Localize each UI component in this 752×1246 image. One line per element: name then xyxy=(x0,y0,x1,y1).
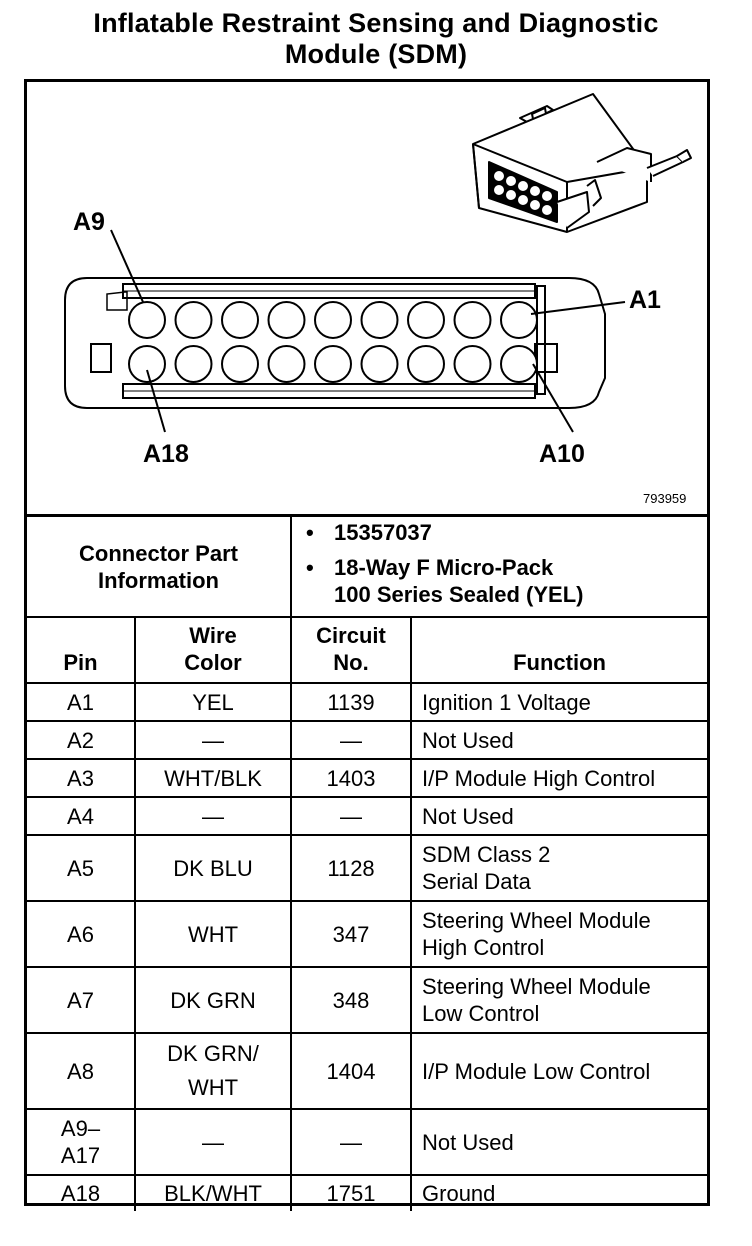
wire-line-1: DK GRN/ xyxy=(167,1041,259,1066)
table-row xyxy=(27,683,707,721)
header-circuit-line-2: No. xyxy=(333,650,369,675)
pin-cavity xyxy=(222,302,258,338)
pin-cell: A1 xyxy=(27,683,135,721)
pin-cavity xyxy=(408,346,444,382)
pin-cell: A5 xyxy=(27,835,135,901)
header-wire-line-2: Color xyxy=(184,650,242,675)
wire-line-2: WHT xyxy=(187,1075,239,1100)
circuit-cell: — xyxy=(291,797,411,835)
wire-color-cell: — xyxy=(135,797,291,835)
pin-cavity xyxy=(408,302,444,338)
pinout-table xyxy=(27,514,707,1211)
pin-cavity xyxy=(222,346,258,382)
pin-cavity xyxy=(176,346,212,382)
connector-info-label xyxy=(27,516,291,618)
connector-3d-icon xyxy=(473,94,691,232)
header-row xyxy=(27,617,707,683)
table-row xyxy=(27,721,707,759)
table-row xyxy=(27,759,707,797)
pin-cavity xyxy=(501,346,537,382)
function-line-1: SDM Class 2 xyxy=(422,842,551,867)
wire-color-cell: BLK/WHT xyxy=(135,1175,291,1211)
header-circuit-no xyxy=(291,617,411,683)
pin-cavity xyxy=(269,346,305,382)
circuit-cell: 1751 xyxy=(291,1175,411,1211)
wire-color-cell: DK BLU xyxy=(135,835,291,901)
pin-cavity xyxy=(315,302,351,338)
connector-info-details xyxy=(291,516,707,618)
connector-description-line-2: 100 Series Sealed (YEL) xyxy=(334,582,584,607)
circuit-cell: 1403 xyxy=(291,759,411,797)
pin-cavity xyxy=(129,302,165,338)
pin-cavities xyxy=(129,302,537,382)
pin-cavity xyxy=(269,302,305,338)
pin-cavity xyxy=(501,302,537,338)
header-pin: Pin xyxy=(27,617,135,683)
table-row xyxy=(27,1109,707,1175)
function-cell: I/P Module High Control xyxy=(411,759,707,797)
pin-cell: A18 xyxy=(27,1175,135,1211)
wire-color-cell: YEL xyxy=(135,683,291,721)
label-a9: A9 xyxy=(73,208,105,236)
table-row xyxy=(27,901,707,967)
bullet-icon: • xyxy=(306,555,314,580)
bullet-icon: • xyxy=(306,520,314,545)
pin-line-2: A17 xyxy=(60,1143,101,1168)
connector-description-item xyxy=(292,554,707,608)
table-row xyxy=(27,1033,707,1109)
function-line-1: Steering Wheel Module xyxy=(422,974,651,999)
connector-label-line-2: Information xyxy=(98,567,219,593)
pin-cell: A7 xyxy=(27,967,135,1033)
function-cell xyxy=(411,967,707,1033)
pin-cell: A8 xyxy=(27,1033,135,1109)
connector-face-drawing xyxy=(27,82,707,514)
function-cell: Not Used xyxy=(411,1109,707,1175)
pin-cavity xyxy=(176,302,212,338)
table-row xyxy=(27,835,707,901)
wire-color-cell: WHT/BLK xyxy=(135,759,291,797)
function-cell: Ground xyxy=(411,1175,707,1211)
table-row xyxy=(27,967,707,1033)
function-cell xyxy=(411,901,707,967)
leader-a10 xyxy=(533,364,573,432)
pin-cell: A4 xyxy=(27,797,135,835)
figure-number: 793959 xyxy=(643,491,687,506)
header-wire-line-1: Wire xyxy=(189,623,237,648)
circuit-cell: — xyxy=(291,1109,411,1175)
function-line-2: Low Control xyxy=(422,1001,540,1026)
label-a18: A18 xyxy=(143,440,189,468)
pin-cavity xyxy=(455,346,491,382)
function-line-1: Steering Wheel Module xyxy=(422,908,651,933)
title-line-1: Inflatable Restraint Sensing and Diagnostic xyxy=(93,8,659,38)
function-line-2: High Control xyxy=(422,935,545,960)
connector-frame xyxy=(24,79,710,1206)
connector-description-line-1: 18-Way F Micro-Pack xyxy=(334,555,554,580)
connector-info-row xyxy=(27,516,707,618)
title-line-2: Module (SDM) xyxy=(284,39,468,69)
circuit-cell: 1128 xyxy=(291,835,411,901)
function-line-2: Serial Data xyxy=(422,869,531,894)
wire-color-cell: — xyxy=(135,1109,291,1175)
function-cell: Ignition 1 Voltage xyxy=(411,683,707,721)
function-cell: I/P Module Low Control xyxy=(411,1033,707,1109)
pin-cavity xyxy=(315,346,351,382)
pin-cell: A6 xyxy=(27,901,135,967)
circuit-cell: — xyxy=(291,721,411,759)
wire-color-cell: — xyxy=(135,721,291,759)
header-function: Function xyxy=(411,617,707,683)
header-wire-color xyxy=(135,617,291,683)
connector-label-line-1: Connector Part xyxy=(79,540,238,566)
pin-cell: A3 xyxy=(27,759,135,797)
pin-cavity xyxy=(455,302,491,338)
circuit-cell: 348 xyxy=(291,967,411,1033)
wire-color-cell xyxy=(135,1033,291,1109)
header-circuit-line-1: Circuit xyxy=(316,623,386,648)
circuit-cell: 1404 xyxy=(291,1033,411,1109)
wire-color-cell: WHT xyxy=(135,901,291,967)
connector-description xyxy=(334,554,583,608)
connector-diagram xyxy=(27,82,707,514)
connector-part-number-item xyxy=(292,519,707,546)
pin-cell: A2 xyxy=(27,721,135,759)
wire-color-cell: DK GRN xyxy=(135,967,291,1033)
connector-face xyxy=(65,278,605,408)
connector-part-number: 15357037 xyxy=(334,520,432,545)
pin-line-1: A9– xyxy=(60,1116,101,1141)
pin-cell xyxy=(27,1109,135,1175)
function-cell: Not Used xyxy=(411,797,707,835)
label-a10: A10 xyxy=(539,440,585,468)
function-cell: Not Used xyxy=(411,721,707,759)
label-a1: A1 xyxy=(629,286,661,314)
table-row xyxy=(27,797,707,835)
pin-cavity xyxy=(362,346,398,382)
pin-cavity xyxy=(129,346,165,382)
circuit-cell: 1139 xyxy=(291,683,411,721)
circuit-cell: 347 xyxy=(291,901,411,967)
page-title xyxy=(0,8,752,70)
function-cell xyxy=(411,835,707,901)
pin-cavity xyxy=(362,302,398,338)
table-row xyxy=(27,1175,707,1211)
